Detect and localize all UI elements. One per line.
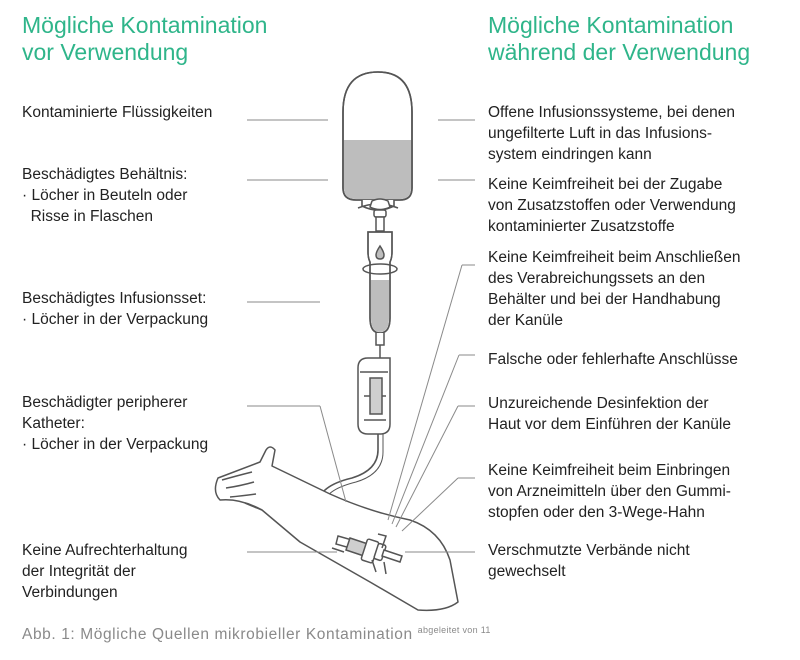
drip-chamber	[363, 232, 397, 345]
label-line: · Löcher in der Verpackung	[22, 436, 209, 453]
label-line: Kontaminierte Flüssigkeiten	[22, 104, 213, 121]
arm-hand	[215, 447, 458, 610]
label-line: ungefilterte Luft in das Infusions-	[488, 125, 713, 142]
label-skin-disinfection	[488, 393, 731, 435]
label-line: Behälter und bei der Handhabung	[488, 291, 721, 308]
label-line: Keine Aufrechterhaltung	[22, 542, 188, 559]
label-line: Offene Infusionssysteme, bei denen	[488, 104, 736, 121]
label-line: Beschädigtes Behältnis:	[22, 166, 188, 183]
roller-clamp	[358, 345, 390, 434]
figure-caption-text: Abb. 1: Mögliche Quellen mikrobieller Kontamination	[22, 626, 413, 644]
figure-caption-source: abgeleitet von 11	[417, 625, 491, 635]
label-line: Keine Keimfreiheit beim Anschließen	[488, 249, 741, 266]
label-line: Katheter:	[22, 415, 85, 432]
label-faulty-connections	[488, 349, 738, 370]
label-line: der Kanüle	[488, 312, 563, 329]
heading-during-use-line-2: während der Verwendung	[488, 39, 751, 65]
label-line: Unzureichende Desinfektion der	[488, 395, 709, 412]
label-line: Verbindungen	[22, 584, 118, 601]
label-line: Falsche oder fehlerhafte Anschlüsse	[488, 351, 738, 368]
label-dirty-dressings	[488, 540, 690, 582]
infusion-bottle	[343, 72, 412, 210]
label-line: von Arzneimitteln über den Gummi-	[488, 483, 731, 500]
label-line: von Zusatzstoffen oder Verwendung	[488, 197, 736, 214]
label-line: Haut vor dem Einführen der Kanüle	[488, 416, 731, 433]
label-line: Beschädigter peripherer	[22, 394, 188, 411]
label-line: der Integrität der	[22, 563, 136, 580]
label-additive-sterility	[488, 174, 736, 237]
label-line: des Verabreichungssets an den	[488, 270, 706, 287]
label-line: Risse in Flaschen	[22, 208, 153, 225]
label-line: Verschmutzte Verbände nicht	[488, 542, 690, 559]
fluid-level	[344, 140, 411, 199]
spike-connector	[370, 199, 390, 231]
label-open-infusion-systems	[488, 102, 735, 165]
label-line: stopfen oder den 3-Wege-Hahn	[488, 504, 705, 521]
label-line: · Löcher in der Verpackung	[22, 311, 209, 328]
heading-before-use-line-1: Mögliche Kontamination	[22, 12, 268, 38]
label-contaminated-fluids	[22, 102, 212, 123]
label-line: gewechselt	[488, 563, 566, 580]
label-line: Keine Keimfreiheit bei der Zugabe	[488, 176, 723, 193]
label-line: Keine Keimfreiheit beim Einbringen	[488, 462, 731, 479]
figure-caption	[22, 625, 491, 644]
label-line: Beschädigtes Infusionsset:	[22, 290, 207, 307]
label-line: kontaminierter Zusatzstoffe	[488, 218, 675, 235]
label-connection-integrity	[22, 540, 187, 603]
heading-before-use-line-2: vor Verwendung	[22, 39, 189, 65]
label-damaged-container	[22, 164, 187, 227]
label-line: · Löcher in Beuteln oder	[22, 187, 188, 204]
label-connection-sterility	[488, 247, 740, 331]
label-damaged-infusion-set	[22, 288, 208, 330]
label-medication-sterility	[488, 460, 731, 523]
heading-during-use-line-1: Mögliche Kontamination	[488, 12, 734, 38]
label-line: system eindringen kann	[488, 146, 652, 163]
label-damaged-catheter	[22, 392, 208, 455]
